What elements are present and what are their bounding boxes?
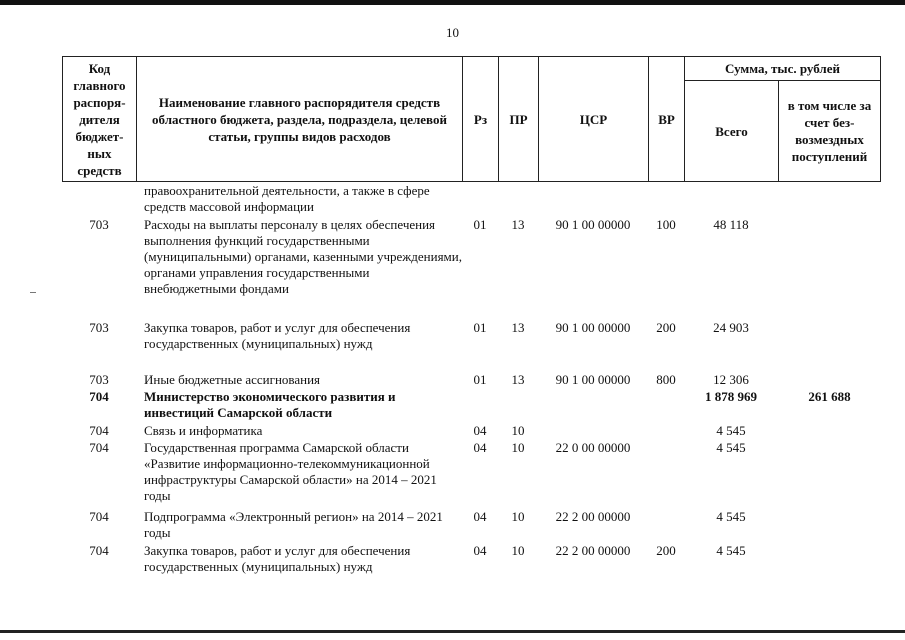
cell-pr: 10 [511, 509, 525, 524]
cell-csr: 90 1 00 00000 [555, 217, 631, 232]
cell-name: Расходы на выплаты персоналу в целях обеспечения выполнения функций государственными (муниципальными) органами, казенными учреждениями, органами управления государственными внебюджетными фондами [144, 217, 462, 296]
cell-rz: 04 [473, 509, 487, 524]
cell-code: 703 [89, 320, 109, 335]
header-vr: ВР [658, 111, 675, 127]
cell-rz: 04 [473, 423, 487, 438]
header-free: в том числе за счет без-возмездных поступлений [787, 98, 872, 164]
header-total: Всего [715, 123, 748, 139]
cell-free: 261 688 [808, 389, 851, 404]
cell-rz: 04 [473, 440, 487, 455]
cell-name: Министерство экономического развития и инвестиций Самарской области [144, 389, 396, 420]
cell-name: правоохранительной деятельности, а также в сфере средств массовой информации [144, 183, 430, 214]
cell-rz: 04 [473, 543, 487, 558]
cell-code: 704 [89, 423, 109, 438]
cell-code: 704 [89, 509, 109, 524]
cell-total: 4 545 [716, 423, 746, 438]
cell-pr: 13 [511, 372, 525, 387]
cell-rz: 01 [473, 372, 487, 387]
cell-csr: 22 0 00 00000 [555, 440, 631, 455]
header-rz: Рз [473, 111, 488, 127]
cell-name: Иные бюджетные ассигнования [144, 372, 321, 387]
cell-total: 4 545 [716, 543, 746, 558]
cell-pr: 10 [511, 440, 525, 455]
cell-pr: 13 [511, 320, 525, 335]
cell-total: 4 545 [716, 440, 746, 455]
cell-csr: 90 1 00 00000 [555, 320, 631, 335]
cell-vr: 800 [656, 372, 676, 387]
cell-pr: 10 [511, 423, 525, 438]
cell-total: 4 545 [716, 509, 746, 524]
header-name: Наименование главного распорядителя средств областного бюджета, раздела, подраздела, целевой статьи, группы видов расходов [152, 94, 447, 144]
cell-csr: 22 2 00 00000 [555, 543, 631, 558]
cell-pr: 10 [511, 543, 525, 558]
cell-rz: 01 [473, 320, 487, 335]
cell-code: 703 [89, 217, 109, 232]
page-number: 10 [446, 25, 459, 40]
cell-total: 24 903 [713, 320, 749, 335]
cell-name: Государственная программа Самарской области «Развитие информационно-телекоммуникационной инфраструктуры Самарской области» на 2014 – 2021 годы [144, 440, 437, 503]
cell-total: 12 306 [713, 372, 749, 387]
cell-vr: 100 [656, 217, 676, 232]
header-pr: ПР [509, 111, 528, 127]
header-bottom-rule [62, 181, 881, 182]
page-bottom-border [0, 630, 905, 633]
cell-code: 704 [89, 389, 109, 404]
cell-name: Связь и информатика [144, 423, 263, 438]
cell-csr: 22 2 00 00000 [555, 509, 631, 524]
header-code: Код главного распоря-дителя бюджет-ных средств [73, 60, 126, 178]
header-sum: Сумма, тыс. рублей [725, 61, 840, 76]
cell-csr: 90 1 00 00000 [555, 372, 631, 387]
cell-pr: 13 [511, 217, 525, 232]
cell-vr: 200 [656, 543, 676, 558]
cell-code: 703 [89, 372, 109, 387]
scan-artifact [30, 292, 36, 293]
cell-code: 704 [89, 440, 109, 455]
cell-name: Закупка товаров, работ и услуг для обеспечения государственных (муниципальных) нужд [144, 320, 411, 351]
cell-name: Закупка товаров, работ и услуг для обеспечения государственных (муниципальных) нужд [144, 543, 411, 574]
cell-rz: 01 [473, 217, 487, 232]
header-csr: ЦСР [579, 111, 608, 127]
cell-code: 704 [89, 543, 109, 558]
cell-vr: 200 [656, 320, 676, 335]
cell-total: 48 118 [713, 217, 749, 232]
cell-name: Подпрограмма «Электронный регион» на 2014 – 2021 годы [144, 509, 443, 540]
header-border [880, 56, 881, 182]
page-top-border [0, 0, 905, 5]
cell-total: 1 878 969 [705, 389, 757, 404]
